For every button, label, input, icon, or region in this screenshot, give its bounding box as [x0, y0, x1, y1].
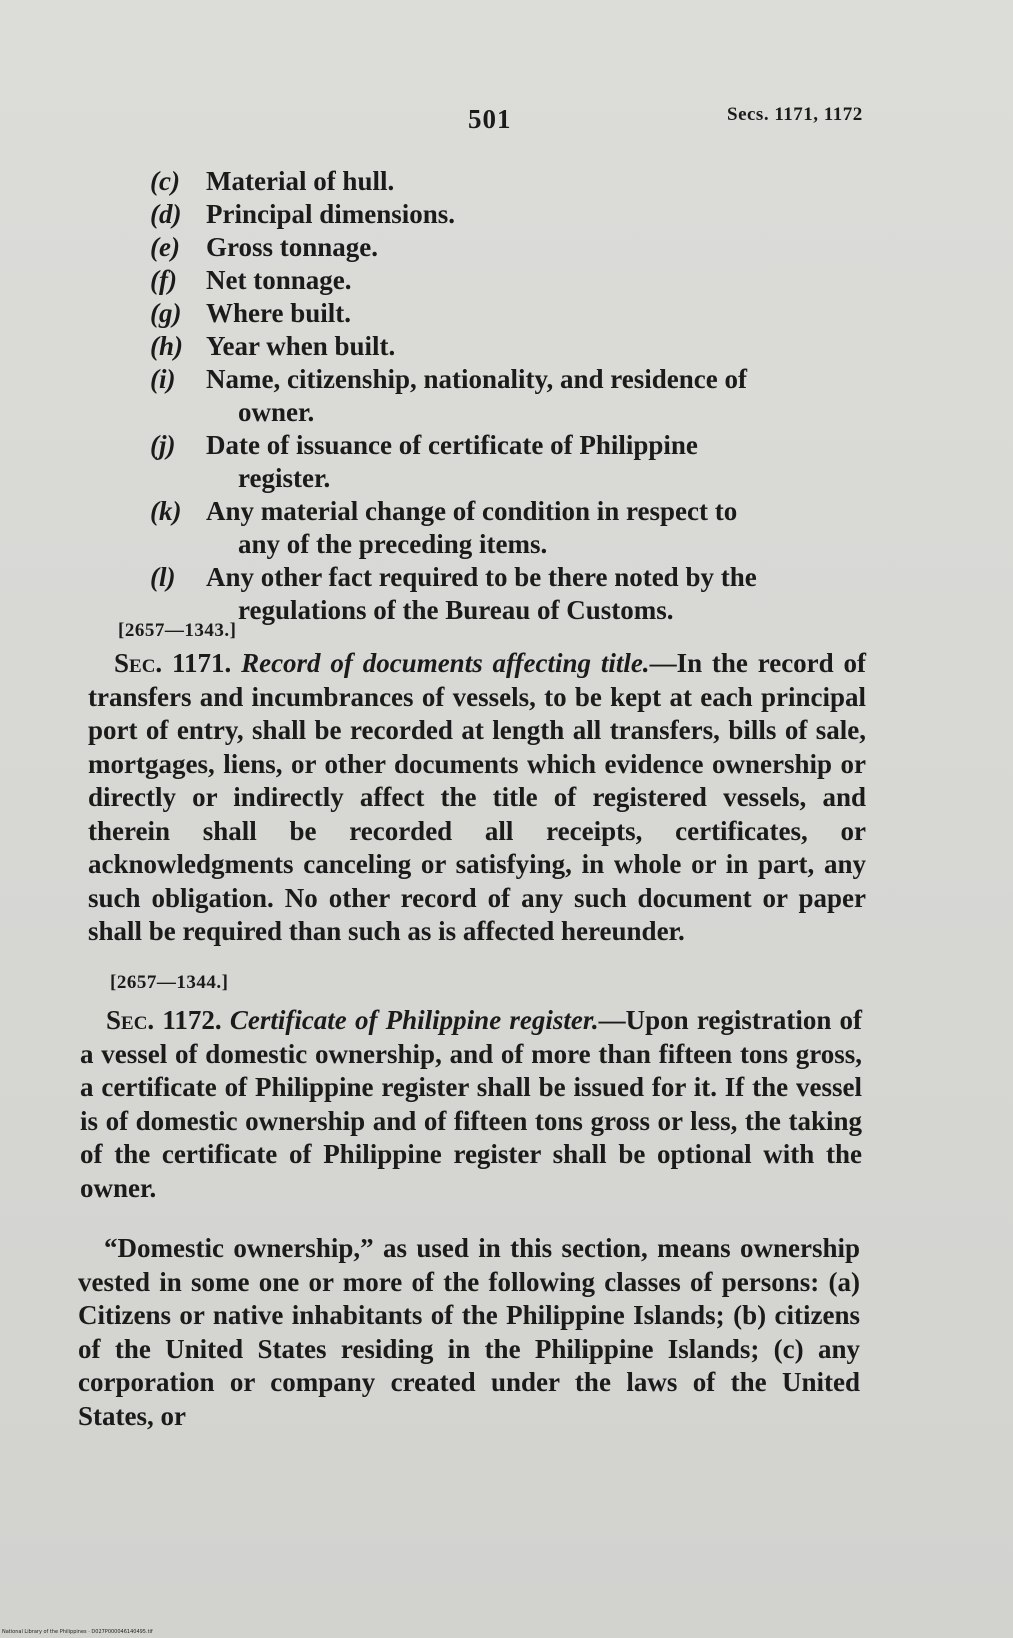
list-item-continuation: regulations of the Bureau of Customs.	[238, 595, 674, 625]
list-item	[150, 231, 910, 264]
list-item-label: (h)	[150, 331, 183, 361]
running-head-sections: Secs. 1171, 1172	[727, 104, 863, 125]
list-item	[150, 264, 910, 297]
list-item-text-wrap	[206, 330, 910, 363]
list-item-text: Date of issuance of certificate of Philippine	[206, 430, 698, 460]
list-item-text: Net tonnage.	[206, 265, 352, 295]
list-item	[150, 297, 910, 330]
list-item-label: (l)	[150, 562, 176, 592]
list-item-text-wrap	[206, 231, 910, 264]
list-item-text: Material of hull.	[206, 166, 395, 196]
section-1171	[88, 647, 866, 949]
scan-footer: National Library of the Philippines · D027P000046140495.tif	[2, 1629, 153, 1635]
list-item-label: (j)	[150, 430, 176, 460]
list-item-text-wrap	[206, 198, 910, 231]
list-item	[150, 429, 910, 495]
list-item	[150, 165, 910, 198]
list-item-text-wrap	[206, 363, 910, 429]
list-item-text-wrap	[206, 264, 910, 297]
list-item-label: (g)	[150, 298, 182, 328]
list-item	[150, 561, 910, 627]
list-item-text-wrap	[206, 297, 910, 330]
list-item-continuation: owner.	[238, 397, 315, 427]
citation-1343: [2657—1343.]	[118, 620, 237, 641]
section-1171-number: Sec. 1171.	[114, 648, 232, 678]
list-item-text: Name, citizenship, nationality, and residence of	[206, 364, 748, 394]
list-item	[150, 330, 910, 363]
list-item-text-wrap	[206, 429, 910, 495]
list-item-text-wrap	[206, 495, 910, 561]
section-1172-body: —Upon registration of a vessel of domestic ownership, and of more than fifteen tons gross, a certificate of Philippine register shall be issued for it. If the vessel is of domestic ownership and of fifteen tons gross or less, the taking of the certificate of Philippine register shall be optional with the owner.	[80, 1005, 863, 1203]
list-item-text: Year when built.	[206, 331, 396, 361]
section-1172-number: Sec. 1172.	[106, 1005, 222, 1035]
list-item-text: Any material change of condition in respect to	[206, 496, 738, 526]
list-item	[150, 198, 910, 231]
list-item-label: (c)	[150, 166, 180, 196]
section-1171-title: Record of documents affecting title.	[241, 648, 650, 678]
list-item-continuation: register.	[238, 463, 331, 493]
list-item-continuation: any of the preceding items.	[238, 529, 548, 559]
list-item-label: (i)	[150, 364, 176, 394]
section-1171-body: —In the record of transfers and incumbrances of vessels, to be kept at each principal port of entry, shall be recorded at length all transfers, bills of sale, mortgages, liens, or other documents which evidence ownership or directly or indirectly affect the title of registered vessels, and therein shall be recorded all receipts, certificates, or acknowledgments canceling or satisfying, in whole or in part, any such obligation. No other record of any such document or paper shall be required than such as is affected hereunder.	[88, 648, 866, 946]
list-item-label: (f)	[150, 265, 177, 295]
section-1172-title: Certificate of Philippine register.	[229, 1005, 599, 1035]
list-item-text: Gross tonnage.	[206, 232, 379, 262]
citation-1344: [2657—1344.]	[110, 972, 229, 993]
list-item	[150, 363, 910, 429]
section-1172	[80, 1004, 862, 1205]
list-item-text-wrap	[206, 561, 910, 627]
list-item-text: Principal dimensions.	[206, 199, 456, 229]
list-item-text: Where built.	[206, 298, 352, 328]
list-item-text-wrap	[206, 165, 910, 198]
domestic-ownership-paragraph: “Domestic ownership,” as used in this section, means ownership vested in some one or more of the following classes of persons: (a) Citizens or native inhabitants of the Philippine Islands; (b) citizens of the United States residing in the Philippine Islands; (c) any corporation or company created under the laws of the United States, or	[78, 1233, 860, 1431]
list-item-text: Any other fact required to be there noted by the	[206, 562, 757, 592]
page-number: 501	[468, 104, 512, 134]
list-item-label: (e)	[150, 232, 180, 262]
list-item	[150, 495, 910, 561]
list-item-label: (d)	[150, 199, 182, 229]
list-item-label: (k)	[150, 496, 182, 526]
enumerated-list	[150, 165, 910, 627]
